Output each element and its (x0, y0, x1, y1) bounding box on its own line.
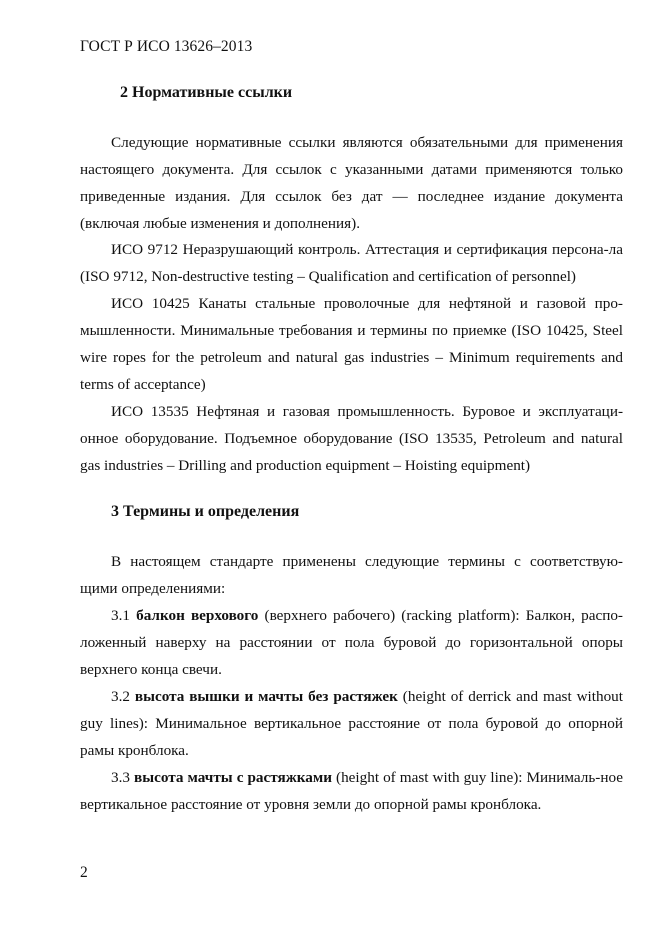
section-3-title: 3 Термины и определения (111, 503, 300, 520)
reference-iso-10425: ИСО 10425 Канаты стальные проволочные для нефтяной и газовой про-мышленности. Минимальные требования и термины по приемке (ISO 10425, Steel wire ropes for the petroleum and natural gas industries – Minimum requirements and terms of acceptance) (80, 295, 623, 393)
reference-iso-13535: ИСО 13535 Нефтяная и газовая промышленность. Буровое и эксплуатаци-онное оборудование. Подъемное оборудование (ISO 13535, Petroleum and natural gas industries – Drilling and production equipment – Hoisting equipment) (80, 403, 623, 474)
term-number: 3.3 (111, 769, 135, 786)
term-definition: (height of mast with guy line): Минималь-ное вертикальное расстояние от уровня земли до опорной рамы кронблока. (80, 769, 624, 813)
reference-iso-9712: ИСО 9712 Неразрушающий контроль. Аттестация и сертификация персона-ла (ISO 9712, Non-destructive testing – Qualification and certification of personnel) (80, 241, 623, 285)
section-2-paragraph-intro: Следующие нормативные ссылки являются обязательными для применения настоящего документа. Для ссылок с указанными датами применяются только приведенные издания. Для ссылок без дат — последнее издание документа (включая любые изменения и дополнения). (80, 134, 623, 232)
term-name: высота мачты с растяжками (134, 769, 332, 786)
section-3-intro: В настоящем стандарте применены следующие термины с соответствую-щими определениями: (80, 553, 623, 597)
term-definition: (верхнего рабочего) (racking platform): Балкон, распо-ложенный наверху на расстоянии от пола буровой до горизонтальной опоры верхнего конца свечи. (80, 607, 623, 678)
page-number: 2 (80, 864, 88, 881)
term-3-2 (80, 683, 623, 764)
section-2-title: 2 Нормативные ссылки (120, 84, 293, 101)
term-3-1 (80, 602, 623, 683)
running-header: ГОСТ Р ИСО 13626–2013 (80, 38, 253, 55)
term-name: балкон верхового (136, 607, 259, 624)
term-name: высота вышки и мачты без растяжек (134, 688, 398, 705)
term-3-3 (80, 764, 623, 818)
term-definition: (height of derrick and mast without guy lines): Минимальное вертикальное расстояние от пола буровой до опорной рамы кронблока. (80, 688, 623, 759)
term-number: 3.1 (111, 607, 137, 624)
term-number: 3.2 (111, 688, 135, 705)
